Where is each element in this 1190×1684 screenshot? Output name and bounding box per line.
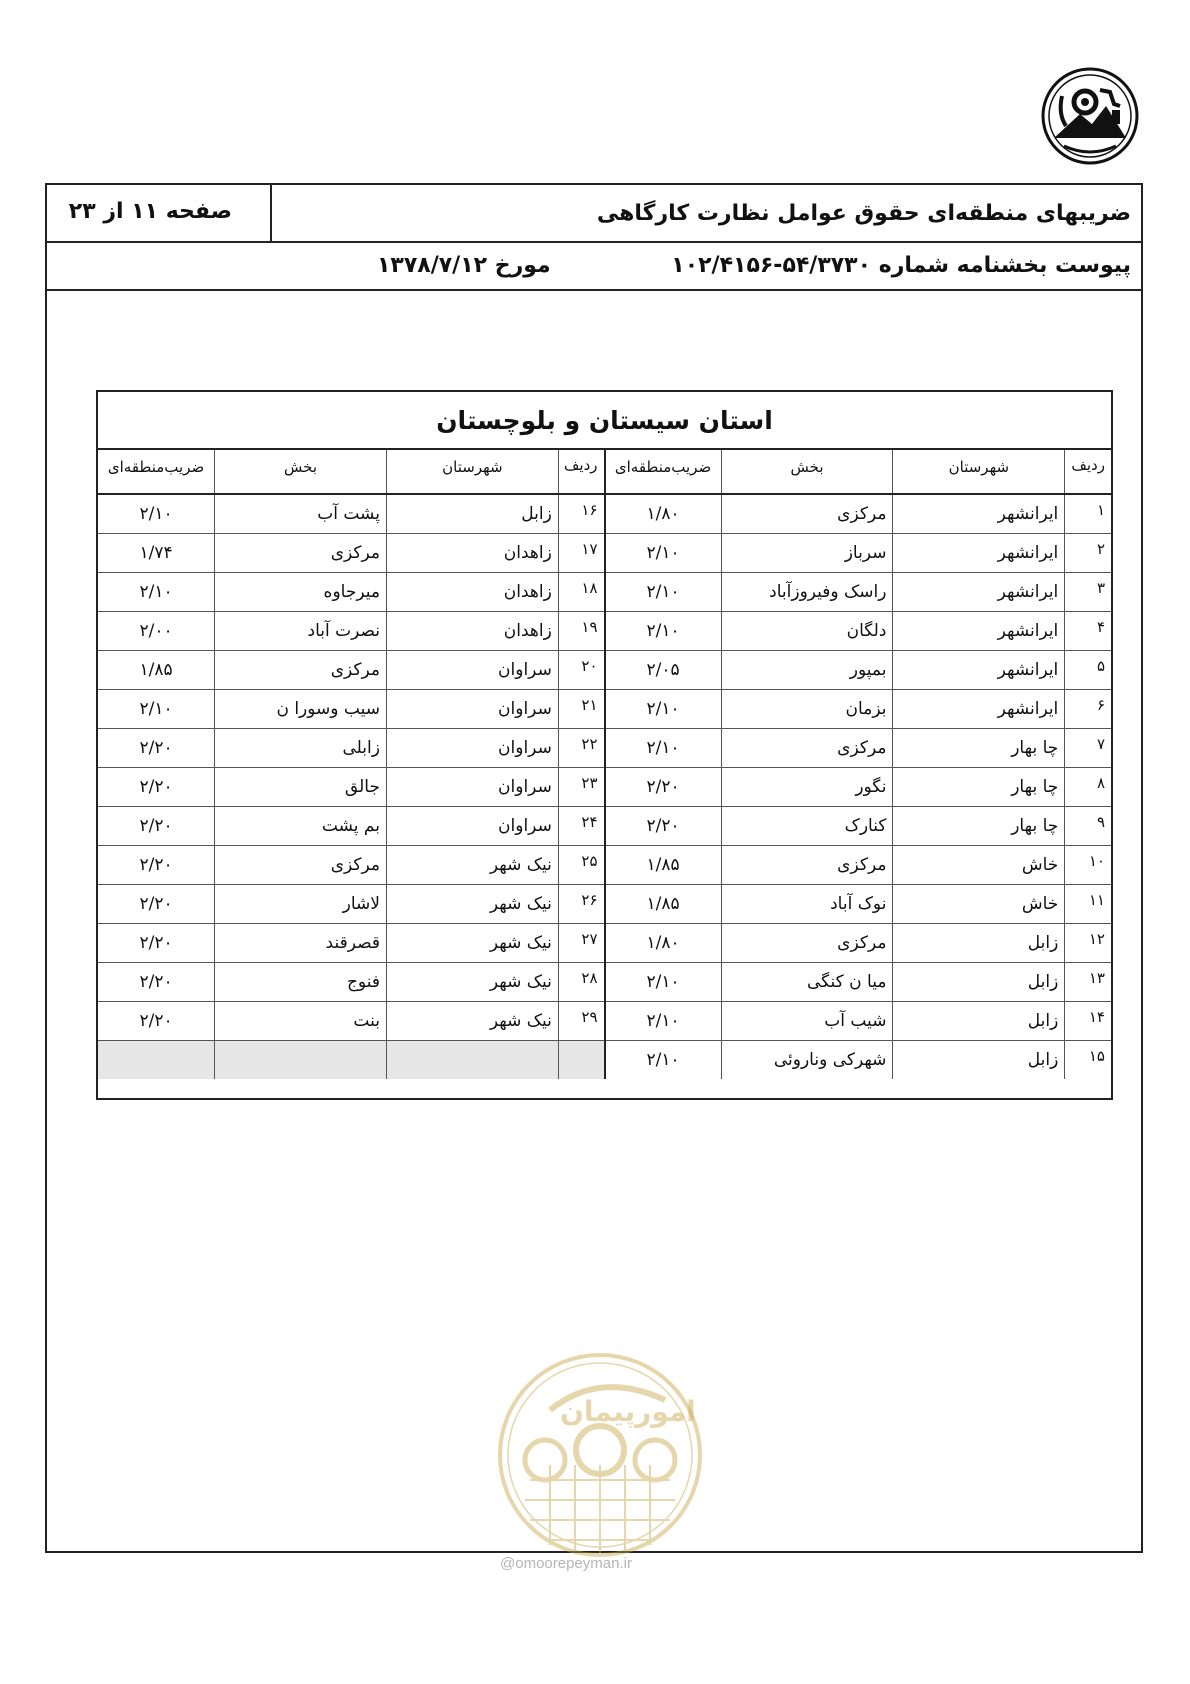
row-number-cell: ۲۲: [558, 728, 604, 767]
city-cell: زاهدان: [386, 611, 558, 650]
row-number-cell: ۷: [1065, 728, 1111, 767]
row-number-cell: ۱۳: [1065, 962, 1111, 1001]
table-row: [98, 1040, 1111, 1079]
coefficient-cell: ۱/۷۴: [98, 533, 215, 572]
row-number-cell: ۱۸: [558, 572, 604, 611]
city-cell: ایرانشهر: [893, 689, 1065, 728]
section-cell: شهرکی وناروئی: [721, 1040, 893, 1079]
section-cell: میرجاوه: [215, 572, 387, 611]
section-cell: مرکزی: [721, 494, 893, 533]
coefficient-table: [98, 450, 1111, 1079]
row-number-cell: ۴: [1065, 611, 1111, 650]
row-number-cell: ۱۴: [1065, 1001, 1111, 1040]
coefficient-cell: ۱/۸۰: [605, 494, 722, 533]
province-title: استان سیستان و بلوچستان: [98, 392, 1111, 450]
section-cell: راسک وفیروزآباد: [721, 572, 893, 611]
empty-cell: [215, 1040, 387, 1079]
section-cell: فنوج: [215, 962, 387, 1001]
table-row: [98, 494, 1111, 533]
row-number-cell: ۲: [1065, 533, 1111, 572]
coefficient-table-container: [96, 390, 1113, 1100]
coefficient-cell: ۲/۲۰: [605, 806, 722, 845]
table-row: [98, 845, 1111, 884]
city-cell: چا بهار: [893, 767, 1065, 806]
coefficient-cell: ۱/۸۵: [605, 845, 722, 884]
header-row-reference: [47, 243, 1141, 291]
section-cell: شیب آب: [721, 1001, 893, 1040]
table-row: [98, 689, 1111, 728]
section-cell: مرکزی: [721, 728, 893, 767]
city-cell: نیک شهر: [386, 845, 558, 884]
city-cell: چا بهار: [893, 728, 1065, 767]
section-cell: زابلی: [215, 728, 387, 767]
column-header-coefficient: ضریب‌منطقه‌ای: [605, 450, 722, 494]
city-cell: خاش: [893, 845, 1065, 884]
section-cell: مرکزی: [215, 650, 387, 689]
page-number-box: [47, 185, 272, 241]
coefficient-cell: ۱/۸۵: [98, 650, 215, 689]
coefficient-cell: ۲/۰۰: [98, 611, 215, 650]
city-cell: ایرانشهر: [893, 650, 1065, 689]
section-cell: مرکزی: [721, 923, 893, 962]
row-number-cell: ۹: [1065, 806, 1111, 845]
table-row: [98, 533, 1111, 572]
coefficient-cell: ۲/۲۰: [98, 767, 215, 806]
section-cell: جالق: [215, 767, 387, 806]
document-title: ضریبهای منطقه‌ای حقوق عوامل نظارت کارگاهی: [596, 201, 1131, 226]
empty-cell: [98, 1040, 215, 1079]
row-number-cell: ۸: [1065, 767, 1111, 806]
watermark-brand-text: امورپیمان: [560, 1395, 696, 1428]
coefficient-cell: ۲/۲۰: [98, 806, 215, 845]
coefficient-cell: ۲/۱۰: [605, 611, 722, 650]
table-header-row: [98, 450, 1111, 494]
section-cell: بمپور: [721, 650, 893, 689]
coefficient-cell: ۲/۱۰: [605, 533, 722, 572]
section-cell: کنارک: [721, 806, 893, 845]
city-cell: زابل: [893, 923, 1065, 962]
table-row: [98, 572, 1111, 611]
table-row: [98, 1001, 1111, 1040]
section-cell: قصرقند: [215, 923, 387, 962]
coefficient-cell: ۲/۱۰: [98, 689, 215, 728]
section-cell: دلگان: [721, 611, 893, 650]
document-date: مورخ ۱۳۷۸/۷/۱۲: [377, 253, 551, 278]
section-cell: نگور: [721, 767, 893, 806]
section-cell: مرکزی: [215, 845, 387, 884]
city-cell: زابل: [893, 962, 1065, 1001]
row-number-cell: ۲۷: [558, 923, 604, 962]
section-cell: سرباز: [721, 533, 893, 572]
coefficient-cell: ۲/۲۰: [98, 845, 215, 884]
coefficient-cell: ۲/۲۰: [98, 1001, 215, 1040]
row-number-cell: ۲۱: [558, 689, 604, 728]
row-number-cell: ۱۰: [1065, 845, 1111, 884]
section-cell: مرکزی: [721, 845, 893, 884]
section-cell: نصرت آباد: [215, 611, 387, 650]
city-cell: سراوان: [386, 689, 558, 728]
city-cell: چا بهار: [893, 806, 1065, 845]
table-row: [98, 806, 1111, 845]
row-number-cell: ۱۹: [558, 611, 604, 650]
city-cell: سراوان: [386, 767, 558, 806]
organization-seal-icon: [1040, 66, 1140, 166]
column-header-section: بخش: [215, 450, 387, 494]
section-cell: سیب وسورا ن: [215, 689, 387, 728]
row-number-cell: ۲۴: [558, 806, 604, 845]
table-row: [98, 884, 1111, 923]
coefficient-cell: ۲/۱۰: [98, 494, 215, 533]
section-cell: بزمان: [721, 689, 893, 728]
table-row: [98, 650, 1111, 689]
coefficient-cell: ۲/۱۰: [605, 1001, 722, 1040]
column-header-city: شهرستان: [386, 450, 558, 494]
section-cell: بنت: [215, 1001, 387, 1040]
row-number-cell: ۱: [1065, 494, 1111, 533]
column-header-section: بخش: [721, 450, 893, 494]
watermark-url: @omoorepeyman.ir: [500, 1555, 632, 1572]
city-cell: زاهدان: [386, 533, 558, 572]
city-cell: ایرانشهر: [893, 572, 1065, 611]
city-cell: سراوان: [386, 806, 558, 845]
header-row-title: [47, 185, 1141, 243]
city-cell: نیک شهر: [386, 962, 558, 1001]
coefficient-cell: ۲/۱۰: [98, 572, 215, 611]
section-cell: مرکزی: [215, 533, 387, 572]
row-number-cell: ۲۶: [558, 884, 604, 923]
section-cell: لاشار: [215, 884, 387, 923]
row-number-cell: ۲۰: [558, 650, 604, 689]
row-number-cell: ۱۶: [558, 494, 604, 533]
city-cell: زابل: [893, 1040, 1065, 1079]
column-header-row-number: ردیف: [1065, 450, 1111, 494]
page-number: صفحه ۱۱ از ۲۳: [68, 199, 232, 224]
empty-cell: [386, 1040, 558, 1079]
row-number-cell: ۲۳: [558, 767, 604, 806]
column-header-row-number: ردیف: [558, 450, 604, 494]
coefficient-cell: ۱/۸۵: [605, 884, 722, 923]
city-cell: خاش: [893, 884, 1065, 923]
table-row: [98, 767, 1111, 806]
city-cell: نیک شهر: [386, 923, 558, 962]
coefficient-cell: ۲/۱۰: [605, 572, 722, 611]
empty-cell: [558, 1040, 604, 1079]
row-number-cell: ۵: [1065, 650, 1111, 689]
coefficient-cell: ۲/۲۰: [98, 962, 215, 1001]
city-cell: نیک شهر: [386, 1001, 558, 1040]
section-cell: پشت آب: [215, 494, 387, 533]
coefficient-cell: ۲/۲۰: [98, 923, 215, 962]
coefficient-cell: ۲/۲۰: [605, 767, 722, 806]
table-row: [98, 962, 1111, 1001]
city-cell: زابل: [893, 1001, 1065, 1040]
section-cell: بم پشت: [215, 806, 387, 845]
row-number-cell: ۳: [1065, 572, 1111, 611]
row-number-cell: ۱۲: [1065, 923, 1111, 962]
city-cell: سراوان: [386, 728, 558, 767]
table-row: [98, 728, 1111, 767]
row-number-cell: ۱۵: [1065, 1040, 1111, 1079]
coefficient-cell: ۲/۰۵: [605, 650, 722, 689]
row-number-cell: ۲۹: [558, 1001, 604, 1040]
coefficient-cell: ۲/۱۰: [605, 962, 722, 1001]
coefficient-cell: ۱/۸۰: [605, 923, 722, 962]
city-cell: ایرانشهر: [893, 494, 1065, 533]
city-cell: سراوان: [386, 650, 558, 689]
attachment-reference: پیوست بخشنامه شماره ۵۴/۳۷۳۰-۱۰۲/۴۱۵۶: [671, 253, 1131, 278]
city-cell: ایرانشهر: [893, 533, 1065, 572]
coefficient-cell: ۲/۱۰: [605, 728, 722, 767]
row-number-cell: ۲۸: [558, 962, 604, 1001]
city-cell: ایرانشهر: [893, 611, 1065, 650]
coefficient-cell: ۲/۱۰: [605, 1040, 722, 1079]
row-number-cell: ۶: [1065, 689, 1111, 728]
column-header-city: شهرستان: [893, 450, 1065, 494]
table-row: [98, 611, 1111, 650]
coefficient-cell: ۲/۲۰: [98, 884, 215, 923]
row-number-cell: ۱۷: [558, 533, 604, 572]
table-row: [98, 923, 1111, 962]
coefficient-cell: ۲/۱۰: [605, 689, 722, 728]
coefficient-cell: ۲/۲۰: [98, 728, 215, 767]
section-cell: نوک آباد: [721, 884, 893, 923]
row-number-cell: ۲۵: [558, 845, 604, 884]
city-cell: زاهدان: [386, 572, 558, 611]
city-cell: نیک شهر: [386, 884, 558, 923]
watermark-logo-icon: [490, 1330, 710, 1580]
section-cell: میا ن کنگی: [721, 962, 893, 1001]
column-header-coefficient: ضریب‌منطقه‌ای: [98, 450, 215, 494]
city-cell: زابل: [386, 494, 558, 533]
row-number-cell: ۱۱: [1065, 884, 1111, 923]
